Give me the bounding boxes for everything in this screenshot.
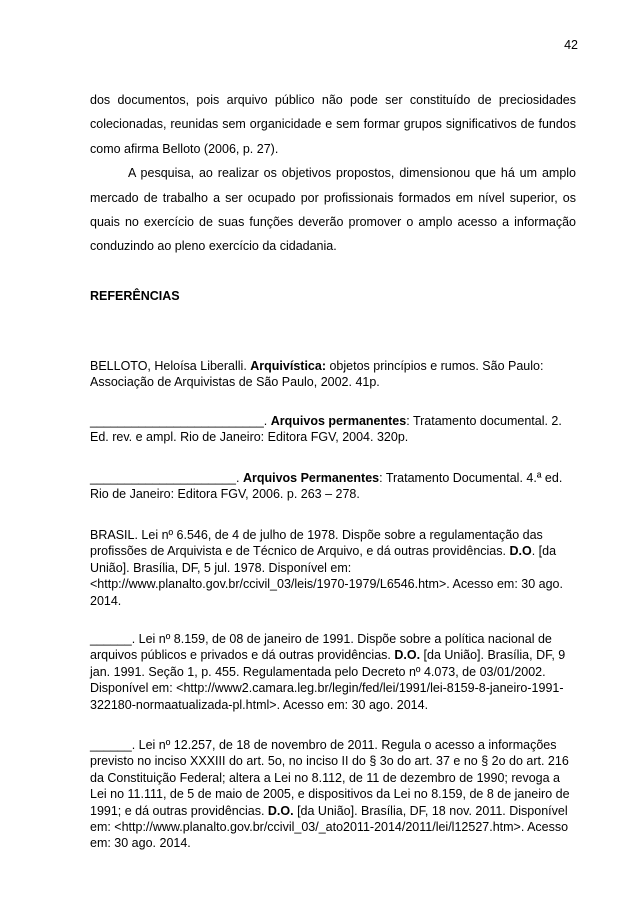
reference-entry <box>90 527 578 609</box>
reference-details: . [da União]. Brasília, DF, 5 jul. 1978. Disponível em: <http://www.planalto.gov.br/ccivil_03/leis/1970-1979/L6546.htm>. Acesso em: 30 ago. 2014. <box>90 544 563 608</box>
reference-author: BRASIL. Lei nº 6.546, de 4 de julho de 1978. Dispõe sobre a regulamentação das profissões de Arquivista e de Técnico de Arquivo, e dá outras providências. <box>90 528 543 559</box>
reference-entry <box>90 358 578 391</box>
reference-author: ______. Lei nº 12.257, de 18 de novembro de 2011. Regula o acesso a informações previsto no inciso XXXIII do art. 5o, no inciso II do § 3o do art. 37 e no § 2o do art. 216 da Constituição Federal; altera a Lei no 8.112, de 11 de dezembro de 1990; revoga a Lei no 11.111, de 5 de maio de 2005, e dispositivos da Lei no 8.159, de 8 de janeiro de 1991; e dá outras providências. <box>90 738 570 818</box>
reference-details: objetos princípios e rumos. São Paulo: Associação de Arquivistas de São Paulo, 2002. 41p. <box>90 359 544 390</box>
reference-entry <box>90 737 578 852</box>
reference-title: D.O <box>509 544 532 559</box>
reference-entry <box>90 413 578 446</box>
reference-details: : Tratamento Documental. 4.ª ed. Rio de Janeiro: Editora FGV, 2006. p. 263 – 278. <box>90 471 563 502</box>
reference-title: Arquivos Permanentes <box>242 471 380 485</box>
page-number: 42 <box>564 38 578 52</box>
reference-details: [da União]. Brasília, DF, 9 jan. 1991. Seção 1, p. 455. Regulamentada pelo Decreto nº 4.073, de 03/01/2002. Disponível em: <http://www2.camara.leg.br/legin/fed/lei/1991/lei-8159-8-janeiro-1991-322180-normaatualizada-pl.html>. Acesso em: 30 ago. 2014. <box>90 648 566 712</box>
reference-entry <box>90 631 578 713</box>
reference-details: : Tratamento documental. 2. Ed. rev. e ampl. Rio de Janeiro: Editora FGV, 2004. 320p. <box>90 414 562 445</box>
reference-author: _____________________. <box>90 471 243 485</box>
reference-author: BELLOTO, Heloísa Liberalli. <box>90 359 251 373</box>
body-paragraph: dos documentos, pois arquivo público não pode ser constituído de preciosidades colecionadas, reunidas sem organicidade e sem formar grupos significativos de fundos como afirma Belloto (2006, p. 27). <box>90 93 576 156</box>
body-paragraph: A pesquisa, ao realizar os objetivos propostos, dimensionou que há um amplo mercado de trabalho a ser ocupado por profissionais formados em nível superior, os quais no exercício de suas funções deverão promover o amplo acesso a informação conduzindo ao pleno exercício da cidadania. <box>90 166 576 254</box>
reference-entry <box>90 470 578 503</box>
references-heading: REFERÊNCIAS <box>90 289 180 303</box>
reference-details: [da União]. Brasília, DF, 18 nov. 2011. Disponível em: <http://www.planalto.gov.br/ccivil_03/_ato2011-2014/2011/lei/l12527.htm>. Acesso em: 30 ago. 2014. <box>90 803 569 851</box>
reference-title: Arquivística: <box>250 359 326 373</box>
reference-author: ______. Lei nº 8.159, de 08 de janeiro de 1991. Dispõe sobre a política nacional de arquivos públicos e privados e dá outras providências. <box>90 632 552 663</box>
reference-title: D.O. <box>267 803 294 818</box>
reference-author: _________________________. <box>90 414 271 428</box>
body-text <box>90 88 576 259</box>
reference-title: D.O. <box>394 648 421 663</box>
reference-title: Arquivos permanentes <box>270 414 407 428</box>
